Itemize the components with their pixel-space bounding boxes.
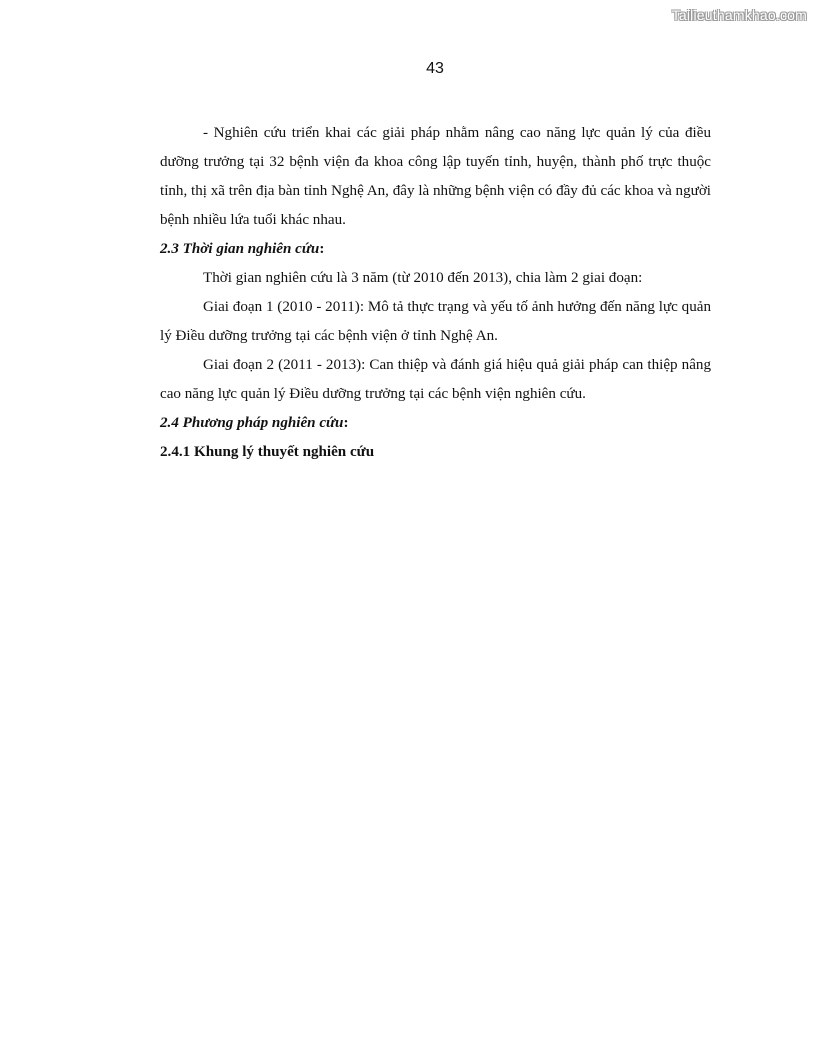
paragraph-phase-2: Giai đoạn 2 (2011 - 2013): Can thiệp và đánh giá hiệu quả giải pháp can thiệp nâng cao năng lực quản lý Điều dưỡng trưởng tại các bệnh viện nghiên cứu. xyxy=(160,357,711,402)
paragraph-study-scope: - Nghiên cứu triển khai các giải pháp nhằm nâng cao năng lực quản lý của điều dưỡng trưởng tại 32 bệnh viện đa khoa công lập tuyến tỉnh, huyện, thành phố trực thuộc tỉnh, thị xã trên địa bàn tỉnh Nghệ An, đây là những bệnh viện có đầy đủ các khoa và người bệnh nhiều lứa tuổi khác nhau. xyxy=(160,125,711,228)
heading-study-time-text: 2.3 Thời gian nghiên cứu xyxy=(160,241,320,257)
heading-study-time-colon: : xyxy=(319,241,325,257)
watermark: Tailieuthamkhao.com xyxy=(671,7,807,23)
paragraph-phase-1: Giai đoạn 1 (2010 - 2011): Mô tả thực trạng và yếu tố ảnh hưởng đến năng lực quản lý Điều dưỡng trưởng tại các bệnh viện ở tỉnh Nghệ An. xyxy=(160,299,711,344)
page-number: 43 xyxy=(426,60,444,77)
heading-study-time xyxy=(160,235,711,264)
heading-theoretical-framework: 2.4.1 Khung lý thuyết nghiên cứu xyxy=(160,444,375,460)
heading-study-method xyxy=(160,409,711,438)
document-body xyxy=(160,119,711,467)
heading-study-method-colon: : xyxy=(343,415,349,431)
heading-study-method-text: 2.4 Phương pháp nghiên cứu xyxy=(160,415,344,431)
paragraph-study-duration: Thời gian nghiên cứu là 3 năm (từ 2010 đến 2013), chia làm 2 giai đoạn: xyxy=(203,270,643,286)
